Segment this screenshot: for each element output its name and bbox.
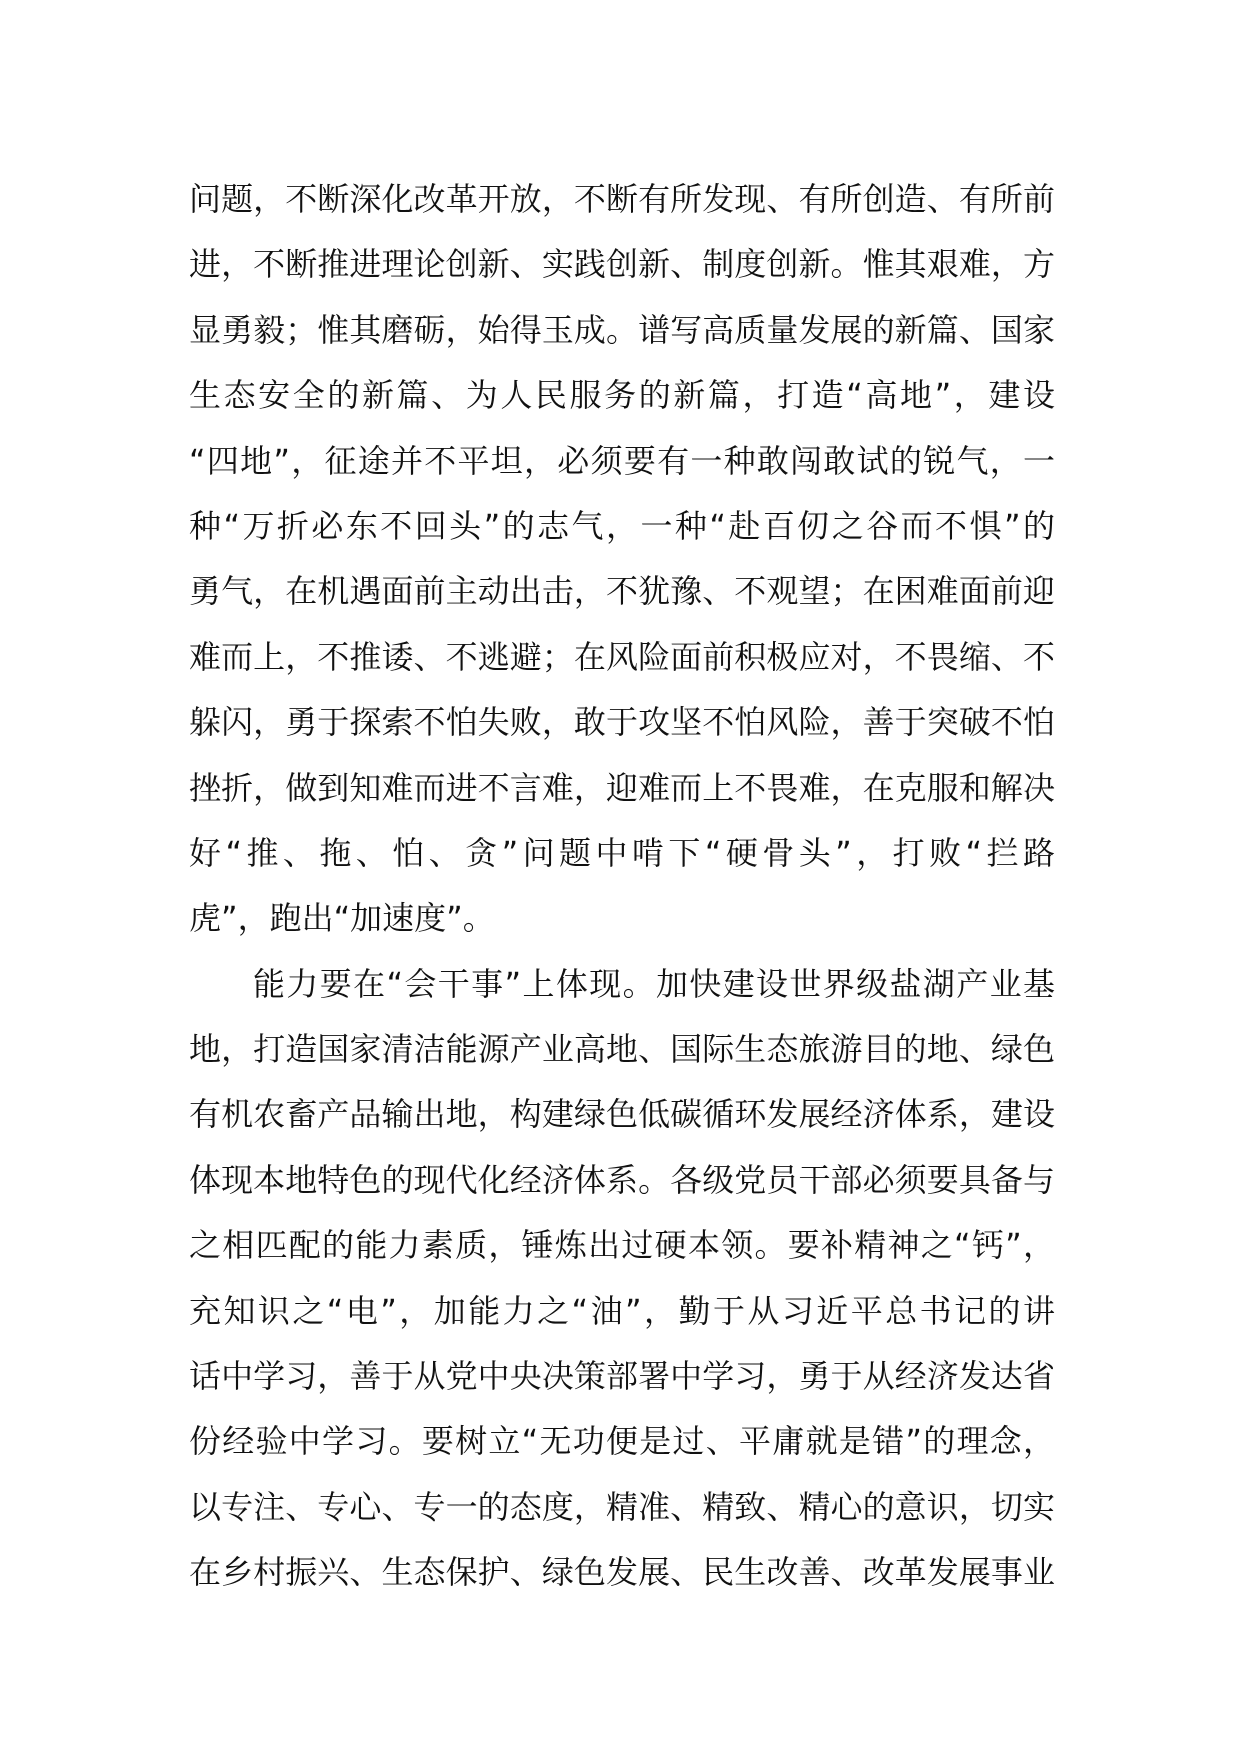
text-line: 显勇毅；惟其磨砺，始得玉成。谱写高质量发展的新篇、国家: [189, 310, 1055, 349]
text-line: 进，不断推进理论创新、实践创新、制度创新。惟其艰难，方: [189, 245, 1055, 284]
text-line: 话中学习，善于从党中央决策部署中学习，勇于从经济发达省: [189, 1357, 1055, 1396]
paragraph-1: [189, 167, 1055, 952]
text-line: 有机农畜产品输出地，构建绿色低碳循环发展经济体系，建设: [189, 1095, 1055, 1134]
text-line: 种“万折必东不回头”的志气，一种“赴百仞之谷而不惧”的: [189, 506, 1055, 545]
text-line: 挫折，做到知难而进不言难，迎难而上不畏难，在克服和解决: [189, 768, 1055, 807]
text-line: 地，打造国家清洁能源产业高地、国际生态旅游目的地、绿色: [189, 1030, 1055, 1069]
paragraph-2: [189, 952, 1055, 1606]
text-line: “四地”，征途并不平坦，必须要有一种敢闯敢试的锐气，一: [189, 441, 1055, 480]
text-line: 份经验中学习。要树立“无功便是过、平庸就是错”的理念，: [189, 1422, 1055, 1461]
text-line: 好“推、拖、怕、贪”问题中啃下“硬骨头”，打败“拦路: [189, 833, 1055, 872]
text-line: 以专注、专心、专一的态度，精准、精致、精心的意识，切实: [189, 1487, 1055, 1526]
text-line: 能力要在“会干事”上体现。加快建设世界级盐湖产业基: [253, 964, 1055, 1003]
text-line: 体现本地特色的现代化经济体系。各级党员干部必须要具备与: [189, 1160, 1055, 1199]
text-line: 虎”，跑出“加速度”。: [189, 899, 495, 938]
text-line: 充知识之“电”，加能力之“油”，勤于从习近平总书记的讲: [189, 1291, 1055, 1330]
text-line: 躲闪，勇于探索不怕失败，敢于攻坚不怕风险，善于突破不怕: [189, 703, 1055, 742]
text-line: 生态安全的新篇、为人民服务的新篇，打造“高地”，建设: [189, 376, 1055, 415]
text-line: 难而上，不推诿、不逃避；在风险面前积极应对，不畏缩、不: [189, 637, 1055, 676]
document-page: [189, 167, 1055, 1606]
text-line: 在乡村振兴、生态保护、绿色发展、民生改善、改革发展事业: [189, 1553, 1055, 1592]
text-line: 之相匹配的能力素质，锤炼出过硬本领。要补精神之“钙”，: [189, 1226, 1055, 1265]
text-line: 勇气，在机遇面前主动出击，不犹豫、不观望；在困难面前迎: [189, 572, 1055, 611]
text-line: 问题，不断深化改革开放，不断有所发现、有所创造、有所前: [189, 180, 1055, 218]
